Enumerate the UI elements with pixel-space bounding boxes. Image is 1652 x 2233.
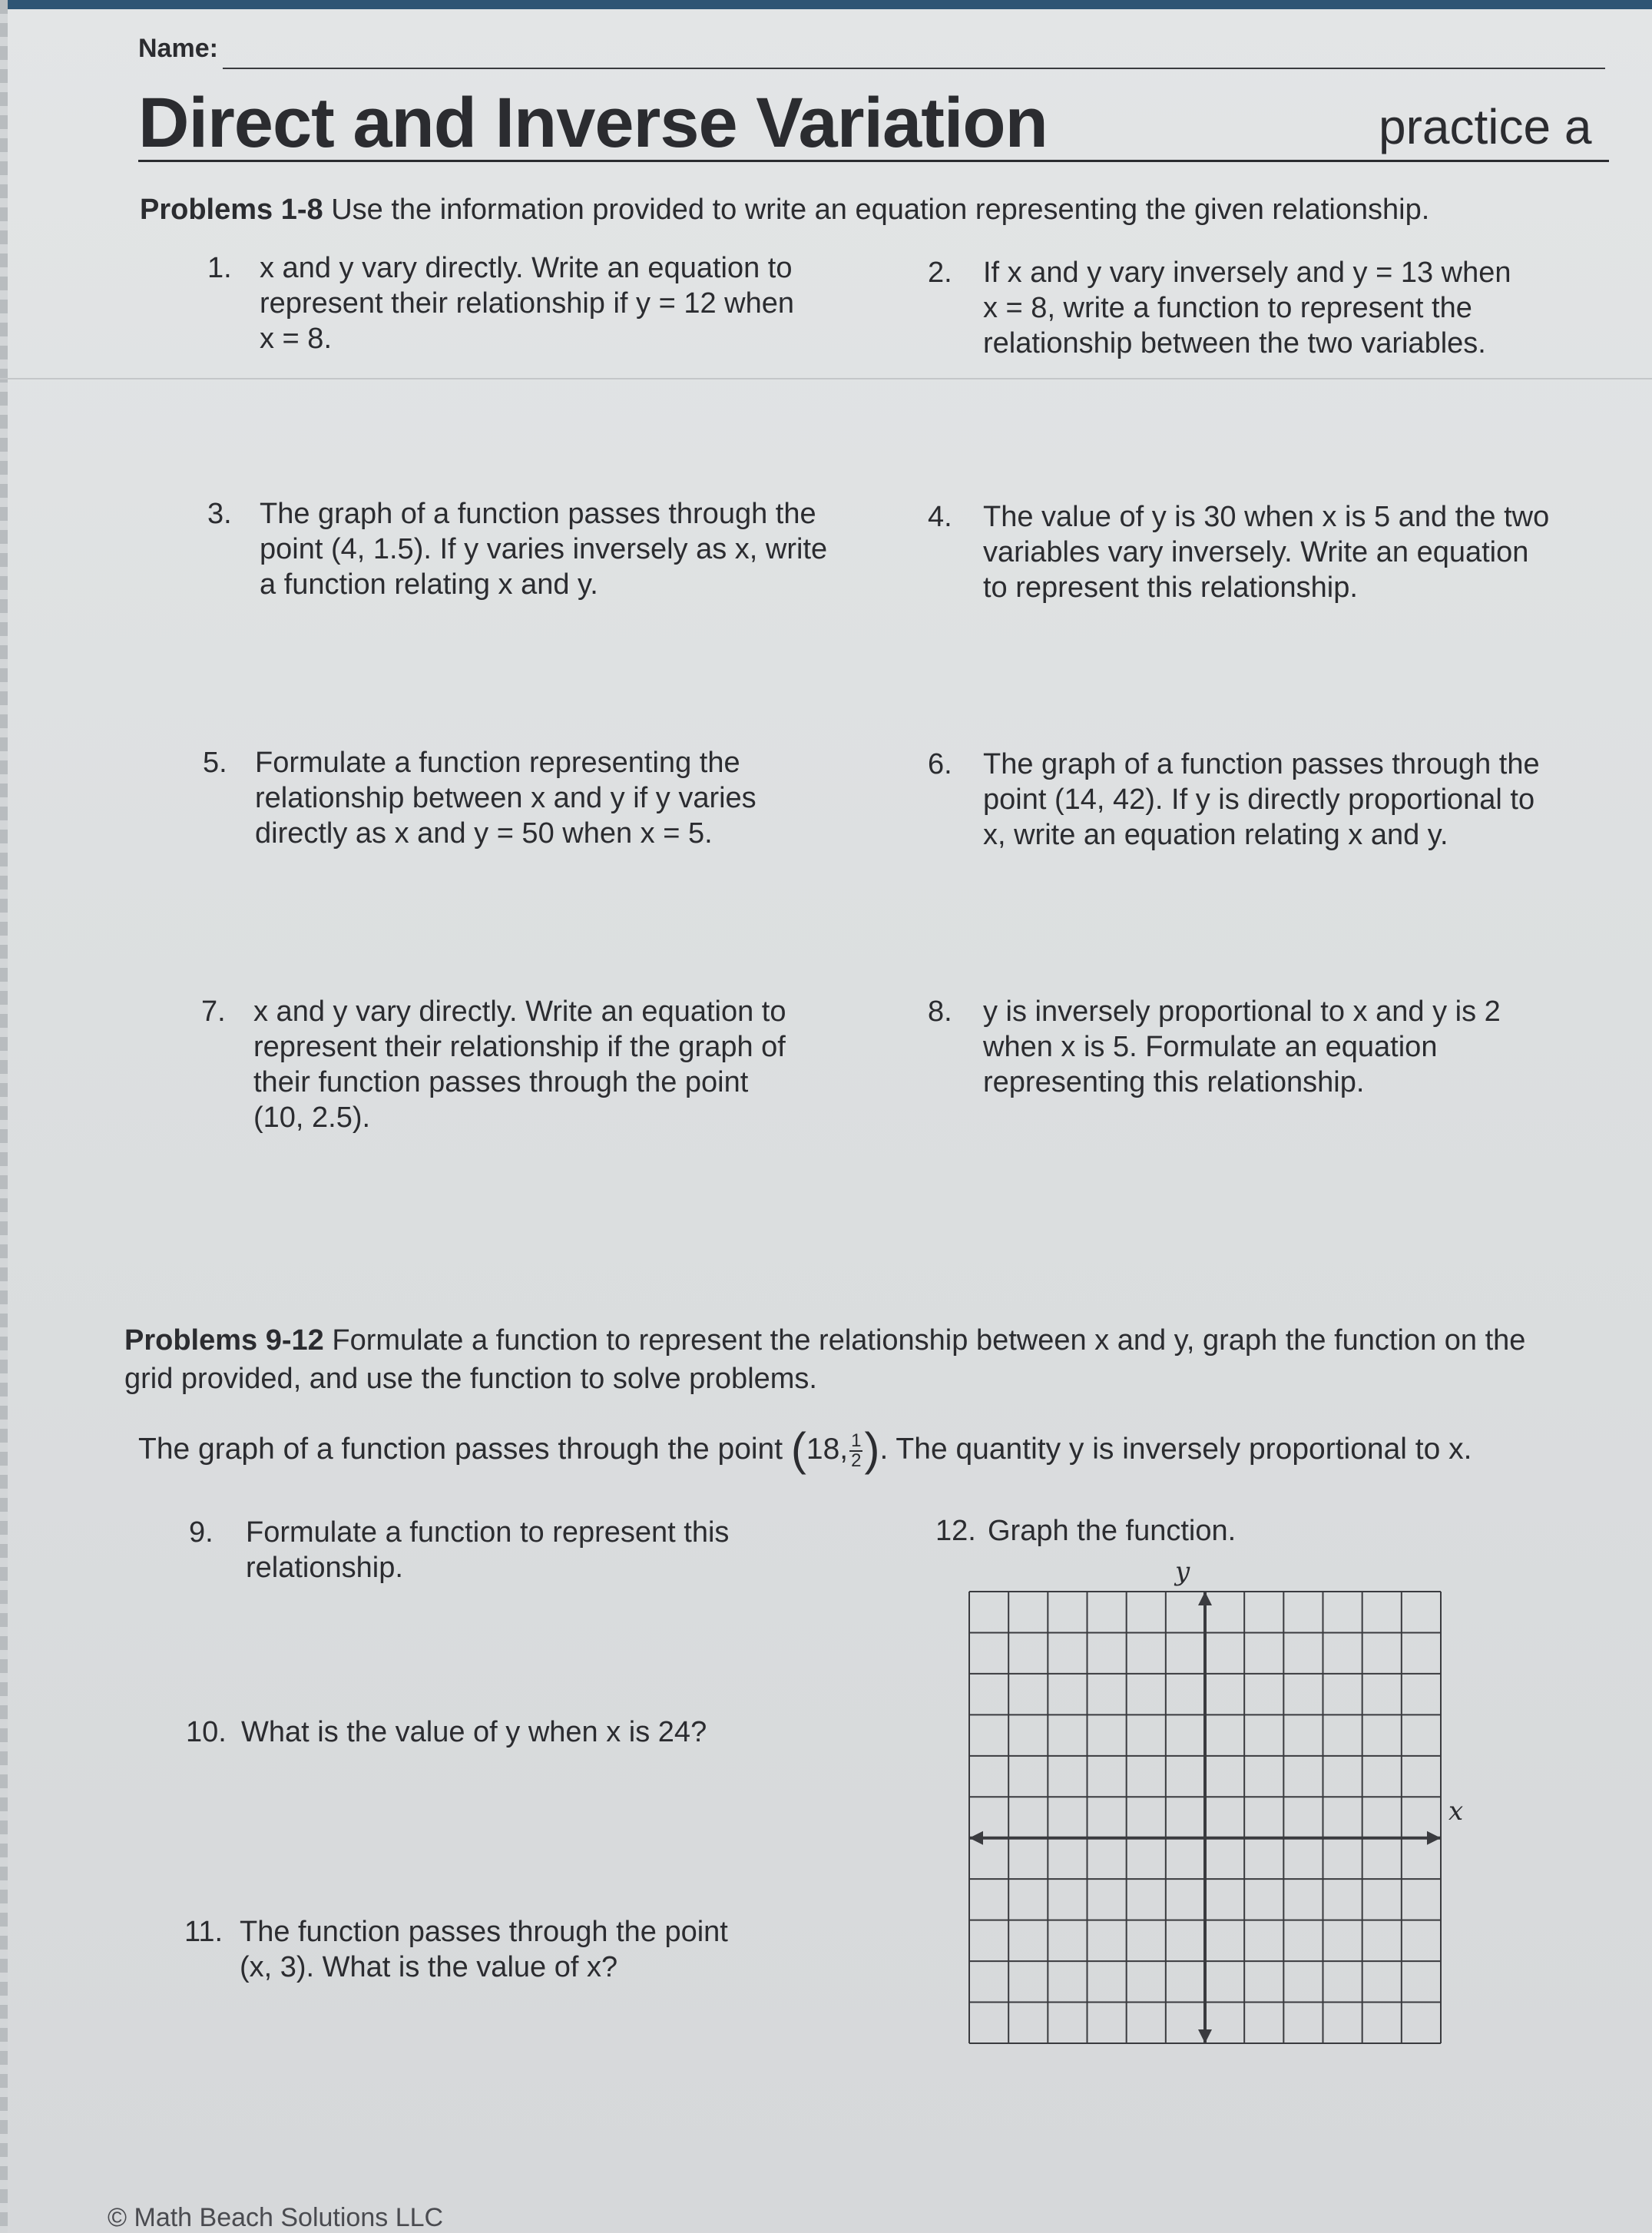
section2-heading: Problems 9-12 (124, 1324, 324, 1357)
problem-text-line: The graph of a function passes through the (983, 748, 1540, 780)
graph-y-axis-label: y (1175, 1556, 1190, 1587)
problem-text-line: to represent this relationship. (983, 572, 1358, 604)
problem-text-line: point (14, 42). If y is directly proportional to (983, 784, 1535, 816)
section1-instruction-text: Use the information provided to write an equation representing the given relationship. (331, 194, 1430, 226)
problem-text-line: x, write an equation relating x and y. (983, 819, 1448, 851)
name-label: Name: (138, 34, 218, 63)
problem-text-line: x = 8, write a function to represent the (983, 292, 1472, 324)
problem-number: 8. (928, 996, 952, 1028)
page-title: Direct and Inverse Variation (138, 84, 1048, 162)
y-axis-down-arrow-icon (1198, 2029, 1212, 2043)
problem-number: 2. (928, 257, 952, 289)
page-subtitle: practice a (1379, 99, 1592, 154)
problem-text-line: Formulate a function to represent this (246, 1516, 730, 1549)
graph-x-axis-label: x (1448, 1796, 1464, 1827)
problem-text-line: a function relating x and y. (260, 568, 598, 601)
fraction-denominator: 2 (851, 1449, 862, 1471)
problem-text-line: The value of y is 30 when x is 5 and the two (983, 501, 1550, 533)
problem-number: 4. (928, 501, 952, 533)
section-divider (0, 378, 1652, 379)
problem-number: 1. (207, 252, 232, 284)
problem-number: 12. (935, 1515, 976, 1547)
given-text-after: . The quantity y is inversely proportional to x. (879, 1433, 1472, 1466)
problem-text-line: If x and y vary inversely and y = 13 when (983, 257, 1511, 289)
section2-instruction (124, 1321, 1525, 1398)
problem-text-line: point (4, 1.5). If y varies inversely as x, write (260, 533, 828, 565)
section1-heading: Problems 1-8 (140, 194, 323, 226)
problem-text-line: x and y vary directly. Write an equation to (260, 252, 793, 284)
y-axis-up-arrow-icon (1198, 1592, 1212, 1605)
section2-instruction-line1: Formulate a function to represent the relationship between x and y, graph the function on the (332, 1324, 1526, 1357)
problem-text-line: x = 8. (260, 323, 332, 355)
x-axis-left-arrow-icon (969, 1831, 983, 1845)
problem-text-line: (10, 2.5). (253, 1102, 371, 1134)
problem-text-line: y is inversely proportional to x and y is 2 (983, 996, 1501, 1028)
given-fraction (849, 1432, 862, 1470)
problem-text-line: What is the value of y when x is 24? (241, 1716, 707, 1748)
section1-instruction (140, 191, 1429, 229)
given-point-x: 18, (806, 1433, 849, 1466)
problem-text-line: x and y vary directly. Write an equation to (253, 996, 786, 1028)
problem-text-line: directly as x and y = 50 when x = 5. (255, 817, 713, 850)
problem-text-line: (x, 3). What is the value of x? (240, 1951, 618, 1983)
given-statement (138, 1423, 1472, 1475)
problem-text-line: The function passes through the point (240, 1916, 728, 1948)
x-axis-right-arrow-icon (1427, 1831, 1441, 1845)
problem-text-line: relationship. (246, 1552, 403, 1584)
problem-number: 9. (189, 1516, 214, 1549)
problem-number: 11. (184, 1916, 223, 1948)
fraction-numerator: 1 (851, 1430, 862, 1451)
problem-number: 5. (203, 747, 227, 779)
problem-text-line: representing this relationship. (983, 1066, 1365, 1098)
problem-text-line: represent their relationship if the graph of (253, 1031, 786, 1063)
problem-text-line: Graph the function. (988, 1515, 1237, 1547)
page-top-edge (0, 0, 1652, 9)
coordinate-grid[interactable] (965, 1587, 1445, 2048)
name-blank-line[interactable] (223, 68, 1605, 69)
copyright-text: © Math Beach Solutions LLC (108, 2203, 444, 2232)
title-underline (138, 160, 1609, 162)
problem-text-line: Formulate a function representing the (255, 747, 740, 779)
close-paren: ) (864, 1423, 880, 1475)
problem-number: 3. (207, 498, 232, 530)
problem-number: 6. (928, 748, 952, 780)
page-left-edge (0, 0, 8, 2233)
given-text-before: The graph of a function passes through the point (138, 1433, 783, 1466)
problem-text-line: The graph of a function passes through the (260, 498, 816, 530)
section2-instruction-line2: grid provided, and use the function to solve problems. (124, 1363, 817, 1395)
problem-text-line: represent their relationship if y = 12 when (260, 287, 795, 320)
open-paren: ( (790, 1423, 806, 1475)
problem-text-line: relationship between x and y if y varies (255, 782, 756, 814)
problem-text-line: when x is 5. Formulate an equation (983, 1031, 1438, 1063)
problem-text-line: their function passes through the point (253, 1066, 749, 1098)
problem-number: 7. (201, 996, 226, 1028)
problem-number: 10. (186, 1716, 227, 1748)
problem-text-line: variables vary inversely. Write an equation (983, 536, 1529, 568)
problem-text-line: relationship between the two variables. (983, 327, 1486, 359)
